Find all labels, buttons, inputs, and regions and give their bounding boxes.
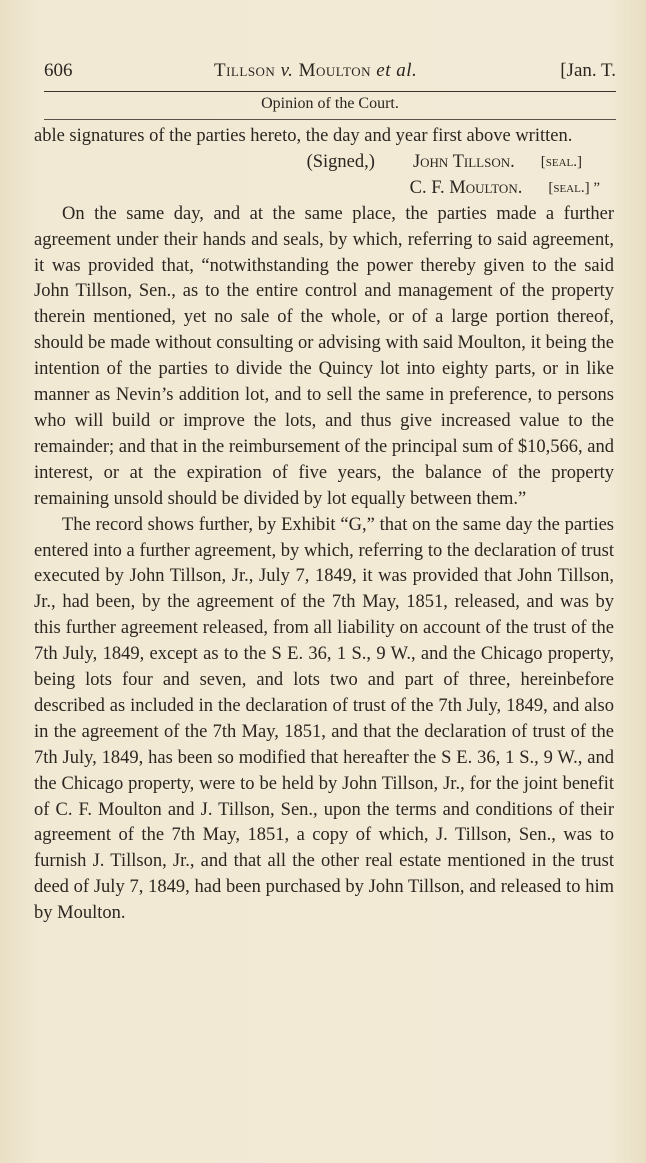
case-title [214,60,417,82]
case-title-v: v. [280,60,294,81]
header-rule [44,91,616,92]
running-head [44,60,616,88]
signature-block [34,150,614,202]
case-title-right: Moulton [298,60,372,81]
seal-1: [seal.] [540,153,582,170]
signer-name-2: C. F. Moulton. [409,177,523,198]
term-label: [Jan. T. [560,60,616,81]
paragraph-2: The record shows further, by Exhibit “G,” that on the same day the parties entered into a further agreement, by which, referring to the declaration of trust executed by John Tillson, Jr., July 7, 1849, it was provided that John Tillson, Jr., had been, by the agreement of the 7th May, 1851, released, and was by this further agreement released, from all liability on account of the trust of the 7th July, 1849, except as to the S E. 36, 1 S., 9 W., and the Chicago property, being lots four and seven, and lots two and part of three, hereinbefore described as included in the declaration of trust of the 7th July, 1849, and also in the agreement of the 7th May, 1851, and that the declaration of trust of the 7th July, 1849, has been so modified that hereafter the S E. 36, 1 S., 9 W., and the Chicago property, were to be held by John Tillson, Jr., for the joint benefit of C. F. Moulton and J. Tillson, Sen., upon the terms and conditions of their agreement of the 7th May, 1851, a copy of which, J. Tillson, Sen., was to furnish J. Tillson, Jr., and that all the other real estate mentioned in the trust deed of July 7, 1849, had been purchased by John Tillson, and released to him by Moulton. [34,514,614,924]
case-title-left: Tillson [214,60,276,81]
opening-text: able signatures of the parties hereto, the day and year first above written. [34,126,573,146]
signed-label: (Signed,) [306,151,375,172]
signature-line-2 [34,176,614,202]
case-title-etal: et al. [376,60,418,81]
page-number: 606 [44,60,73,81]
signature-line-1 [34,150,614,176]
seal-2: [seal.] ” [548,179,600,196]
subheading-rule [44,119,616,120]
body-text [34,124,614,927]
signer-name-1: John Tillson. [412,151,515,172]
paragraph-1: On the same day, and at the same place, the parties made a further agreement under their hands and seals, by which, referring to said agreement, it was provided that, “notwithstanding the power thereby given to the said John Tillson, Sen., as to the entire control and management of the property therein mentioned, yet no sale of the whole, or of a large portion thereof, should be made without consulting or advising with said Moulton, it being the intention of the parties to divide the Quincy lot into eighty parts, or in like manner as Nevin’s addition lot, and to sell the same in preference, to persons who will build or improve the lots, and thus give increased value to the remainder; and that in the reimbursement of the principal sum of $10,566, and interest, or at the expiration of five years, the balance of the property remaining unsold should be divided by lot equally between them.” [34,203,614,509]
section-subheading: Opinion of the Court. [261,95,399,112]
